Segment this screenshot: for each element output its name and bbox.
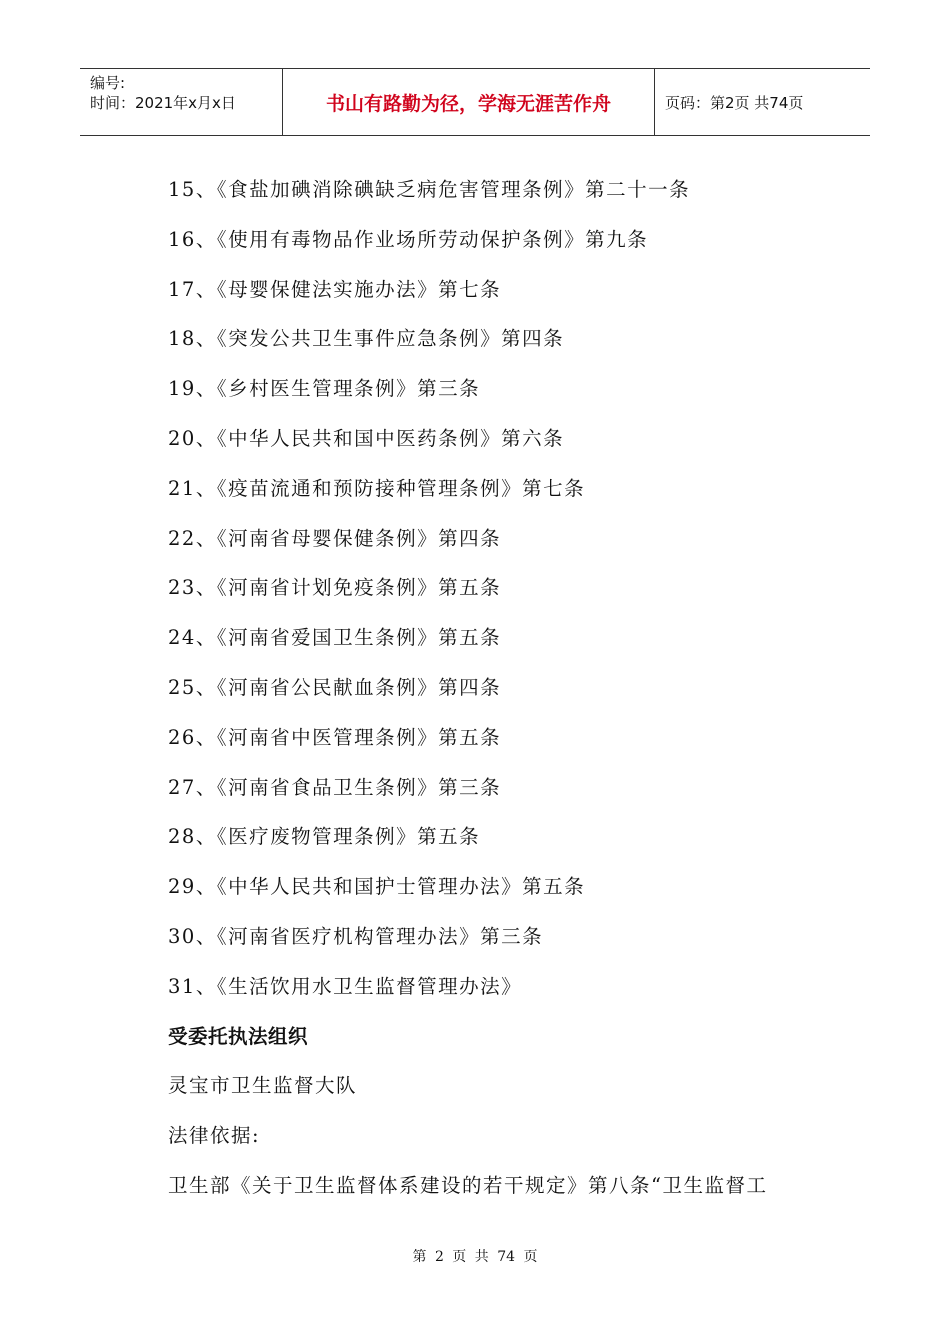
list-item: 23、《河南省计划免疫条例》第五条 xyxy=(168,576,502,600)
list-item: 17、《母婴保健法实施办法》第七条 xyxy=(168,277,502,301)
header-motto: 书山有路勤为径，学海无涯苦作舟 xyxy=(283,69,655,135)
list-item: 25、《河南省公民献血条例》第四条 xyxy=(168,675,502,699)
list-item: 27、《河南省食品卫生条例》第三条 xyxy=(168,775,502,799)
list-item: 28、《医疗废物管理条例》第五条 xyxy=(168,825,481,849)
header-page-info: 页码：第2页 共74页 xyxy=(665,93,804,112)
list-item: 20、《中华人民共和国中医药条例》第六条 xyxy=(168,426,565,450)
list-item: 22、《河南省母婴保健条例》第四条 xyxy=(168,526,502,550)
page-footer: 第 2 页 共 74 页 xyxy=(412,1249,538,1265)
header-meta xyxy=(80,69,283,135)
list-item: 21、《疫苗流通和预防接种管理条例》第七条 xyxy=(168,476,586,500)
document-number-label: 编号: xyxy=(90,74,126,92)
list-item: 30、《河南省医疗机构管理办法》第三条 xyxy=(168,924,544,948)
organization-name: 灵宝市卫生监督大队 xyxy=(168,1074,358,1098)
page-header xyxy=(80,68,870,136)
list-item: 15、《食盐加碘消除碘缺乏病危害管理条例》第二十一条 xyxy=(168,178,691,201)
list-item: 19、《乡村医生管理条例》第三条 xyxy=(168,377,481,401)
section-heading: 受委托执法组织 xyxy=(168,1024,309,1048)
list-item: 16、《使用有毒物品作业场所劳动保护条例》第九条 xyxy=(168,227,649,251)
legal-basis-label: 法律依据: xyxy=(168,1124,261,1148)
legal-basis-text: 卫生部《关于卫生监督体系建设的若干规定》第八条“卫生监督工 xyxy=(168,1173,768,1197)
list-item: 31、《生活饮用水卫生监督管理办法》 xyxy=(168,974,523,998)
document-body xyxy=(168,170,848,1216)
list-item: 29、《中华人民共和国护士管理办法》第五条 xyxy=(168,875,586,899)
document-time: 时间：2021年x月x日 xyxy=(90,94,236,112)
list-item: 26、《河南省中医管理条例》第五条 xyxy=(168,725,502,749)
list-item: 18、《突发公共卫生事件应急条例》第四条 xyxy=(168,327,565,351)
list-item: 24、《河南省爱国卫生条例》第五条 xyxy=(168,626,502,650)
